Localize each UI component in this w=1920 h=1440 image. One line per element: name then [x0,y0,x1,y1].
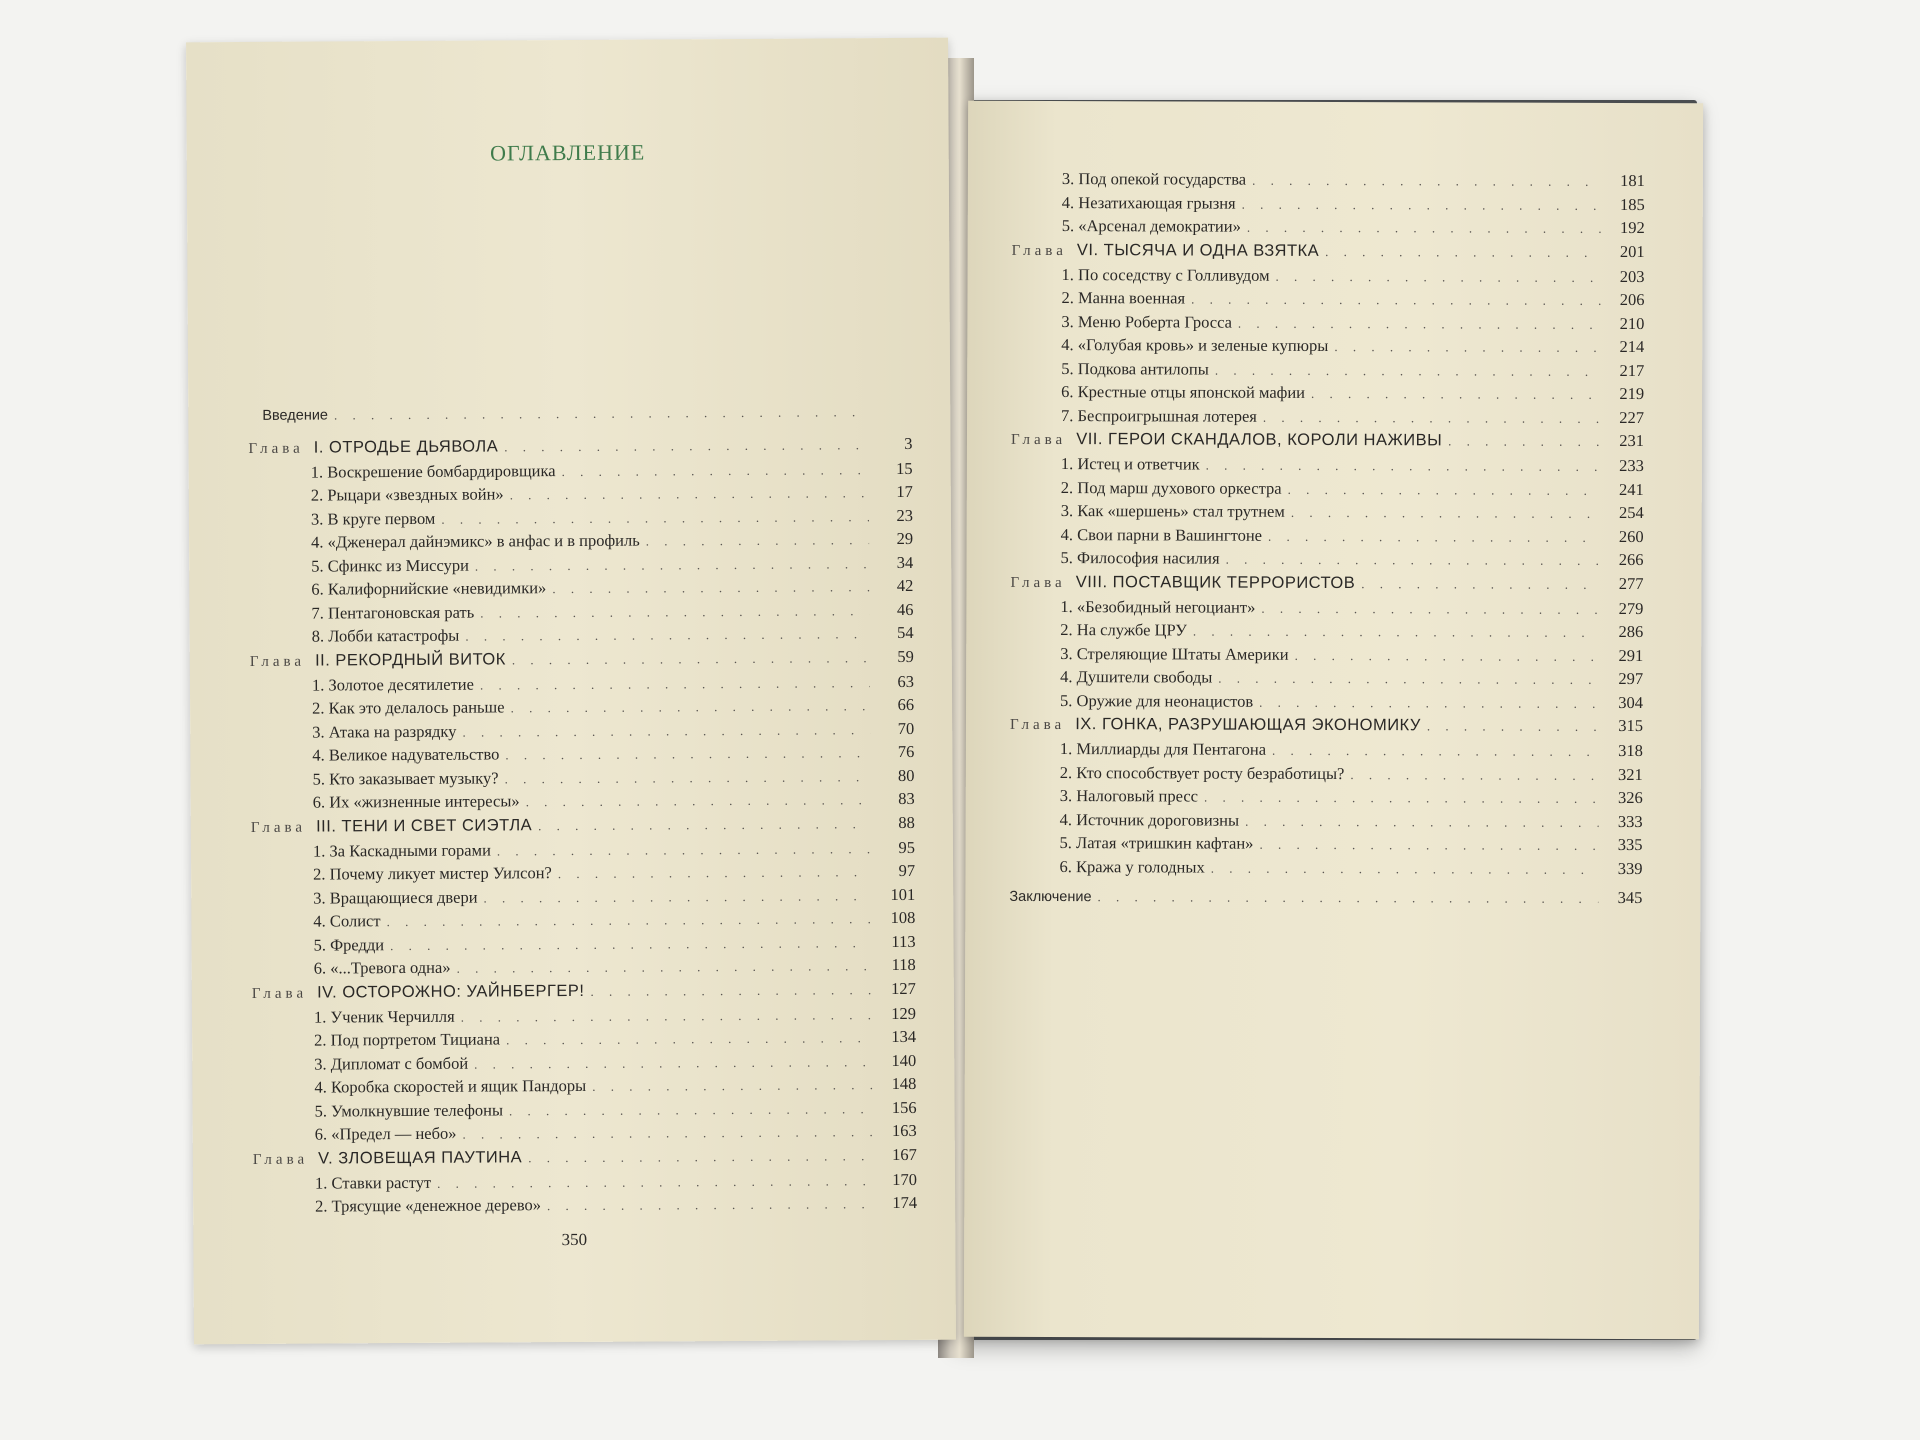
left-page [186,38,956,1345]
page-ref: 277 [1618,573,1644,593]
entry-title: 6. Крестные отцы японской мафии [1061,382,1306,402]
toc-section-row [1011,335,1644,361]
dot-leader [1268,528,1600,545]
entry-title: 1. Золотое десятилетие [311,674,474,695]
dot-leader [526,792,871,810]
entry-title: 1. Истец и ответчик [1060,454,1200,474]
page-ref: 279 [1618,598,1644,618]
entry-title: 3. Вращающиеся двери [313,887,478,908]
entry-title: 2. Манна военная [1061,288,1186,308]
page-ref: 140 [891,1050,917,1070]
dot-leader [1206,458,1600,475]
entry-title: 2. На службе ЦРУ [1060,620,1187,640]
entry-title: 5. Оружие для неонацистов [1060,690,1254,711]
page-ref: 333 [1617,811,1643,831]
page-ref: 63 [897,671,915,691]
toc-section-row [1010,620,1643,646]
page-ref: 297 [1618,668,1644,689]
page-ref: 326 [1617,787,1643,808]
page-ref: 254 [1618,502,1644,523]
page-ref: 192 [1619,217,1645,238]
dot-leader [1211,860,1599,877]
dot-leader [1259,694,1599,711]
toc-section-row [1010,762,1643,788]
dot-leader [562,462,869,480]
entry-title: 6. Калифорнийские «невидимки» [311,578,547,599]
entry-title: 4. Источник дороговизны [1059,809,1240,830]
entry-title: 4. Великое надувательство [312,744,500,765]
dot-leader [547,1196,873,1214]
page-ref: 167 [892,1144,917,1164]
toc-section-row [1010,690,1643,716]
entry-title: 1. Миллиарды для Пентагона [1059,739,1267,759]
dot-leader [437,1173,873,1192]
dot-leader [1288,481,1600,498]
entry-title: 3. Дипломат с бомбой [314,1053,469,1074]
toc-section-row [1010,739,1643,765]
toc-section-row [1011,382,1644,408]
dot-leader [457,958,872,977]
dot-leader [1311,386,1600,403]
page-ref: 206 [1619,289,1645,310]
entry-title: 6. «...Тревога одна» [313,957,451,978]
entry-title: 1. Ученик Черчилля [313,1006,455,1027]
dot-leader [462,1124,872,1143]
entry-title: 4. «Голубая кровь» и зеленые купюры [1061,335,1329,355]
dot-leader [462,722,870,740]
page-ref: 318 [1618,740,1643,761]
entry-title: 3. Под опекой государства [1061,169,1247,189]
entry-title: 5. Латая «тришкин кафтан» [1059,833,1254,853]
dot-leader [1448,433,1600,450]
toc-section-row [1010,667,1643,693]
page-ref: 148 [891,1073,917,1094]
page-ref: 95 [898,837,916,857]
dot-leader [552,579,869,597]
entry-title: 4. Незатихающая грызня [1061,192,1236,213]
page-ref: 345 [1617,887,1643,908]
toc-section-row [1011,477,1644,503]
dot-leader [1259,837,1598,854]
entry-title: 5. Сфинкс из Миссури [311,555,469,576]
page-ref: 3 [904,433,913,453]
entry-title: 3. Стреляющие Штаты Америки [1060,643,1289,664]
entry-title: 3. В круге первом [310,508,436,529]
toc-front-matter-row [248,404,912,432]
entry-title: 1. По соседству с Голливудом [1061,264,1270,285]
dot-leader [441,509,869,528]
dot-leader [1218,671,1599,688]
chapter-word: Глава [249,653,306,670]
toc-list-left [188,404,955,1221]
page-ref: 34 [896,552,914,572]
dot-leader [538,816,871,834]
dot-leader [1276,268,1601,285]
page-ref: 76 [897,741,915,762]
dot-leader [1191,292,1600,309]
entry-title: 5. Подкова антилопы [1061,358,1209,379]
entry-title: 1. За Каскадными горами [312,839,491,861]
entry-title: IX. ГОНКА, РАЗРУШАЮЩАЯ ЭКОНОМИКУ [1075,715,1421,735]
dot-leader [475,556,869,574]
entry-title: I. ОТРОДЬЕ ДЬЯВОЛА [313,436,499,457]
entry-title: Введение [262,407,329,424]
entry-title: II. РЕКОРДНЫЙ ВИТОК [314,649,506,670]
toc-section-row [1011,288,1644,314]
page-ref: 134 [891,1026,917,1047]
page-ref: 129 [891,1003,917,1023]
dot-leader [1291,505,1600,522]
page-ref: 42 [896,575,914,596]
page-ref: 83 [898,788,915,809]
page-ref: 217 [1619,360,1645,380]
chapter-word: Глава [250,819,307,836]
page-ref: 108 [890,907,916,928]
page-ref: 227 [1619,407,1645,427]
dot-leader [506,1030,872,1048]
dot-leader [474,1054,872,1072]
page-ref: 231 [1619,430,1645,451]
entry-title: 8. Лобби катастрофы [311,625,460,646]
page-ref: 97 [898,860,916,881]
dot-leader [590,982,871,1000]
entry-title: 5. Философия насилия [1060,548,1220,568]
dot-leader [1272,743,1599,760]
page-ref: 210 [1619,313,1645,333]
dot-leader [1226,552,1600,569]
entry-title: VI. ТЫСЯЧА И ОДНА ВЗЯТКА [1076,240,1320,260]
toc-front-matter-row [1009,886,1642,912]
toc-section-row [1010,833,1643,859]
dot-leader [390,935,872,954]
page-ref: 219 [1619,383,1645,404]
dot-leader [1193,624,1599,641]
page-ref: 233 [1619,455,1644,476]
page-ref: 286 [1618,621,1644,642]
entry-title: VIII. ПОСТАВЩИК ТЕРРОРИСТОВ [1075,572,1356,592]
entry-title: 2. Под портретом Тициана [314,1029,501,1050]
page-ref: 260 [1618,526,1644,546]
entry-title: 3. Меню Роберта Гросса [1061,311,1232,332]
dot-leader [1334,339,1600,356]
entry-title: 7. Беспроигрышная лотерея [1061,405,1257,426]
dot-leader [1097,889,1598,907]
toc-section-row [1011,501,1644,527]
entry-title: 2. Как это делалось раньше [312,697,505,718]
dot-leader [1245,813,1599,830]
page-ref: 156 [891,1097,917,1117]
page-ref: 315 [1618,715,1644,736]
toc-section-row [1012,264,1645,290]
entry-title: 4. Солист [313,911,381,931]
entry-title: 2. Рыцари «звездных войн» [310,484,504,505]
page-ref: 66 [897,694,915,715]
toc-chapter-row [1012,239,1645,266]
entry-title: Заключение [1009,888,1092,906]
page-ref: 335 [1617,834,1643,855]
dot-leader [1238,315,1600,332]
chapter-word: Глава [1011,242,1067,259]
dot-leader [497,841,871,859]
toc-chapter-row [1011,429,1644,456]
page-ref: 88 [898,812,915,832]
dot-leader [483,888,871,906]
dot-leader [1263,409,1600,426]
entry-title: 5. Умолкнувшие телефоны [314,1099,504,1121]
entry-title: 4. Коробка скоростей и ящик Пандоры [314,1075,587,1097]
toc-chapter-row [1010,571,1643,598]
page-ref: 174 [892,1192,918,1213]
page-ref: 113 [891,931,916,951]
dot-leader [1252,173,1601,190]
dot-leader [1295,647,1600,664]
page-ref: 80 [897,765,915,785]
entry-title: 5. «Арсенал демократии» [1061,216,1241,236]
toc-heading: ОГЛАВЛЕНИЕ [490,139,646,166]
dot-leader [509,1101,873,1119]
dot-leader [505,745,870,763]
page-ref: 185 [1620,194,1645,214]
entry-title: 3. Как «шершень» стал трутнем [1060,501,1285,521]
dot-leader [512,650,870,668]
page-ref: 17 [896,481,913,502]
toc-section-row [1011,405,1644,431]
entry-title: 4. Свои парни в Вашингтоне [1060,524,1263,545]
toc-section-row [1012,216,1645,242]
dot-leader [1204,790,1599,807]
dot-leader [465,626,869,644]
entry-title: 6. Их «жизненные интересы» [312,791,520,812]
entry-title: 2. Под марш духового оркестра [1060,477,1282,498]
entry-title: 6. Кража у голодных [1059,856,1205,877]
page-ref: 241 [1619,479,1644,499]
chapter-word: Глава [251,985,308,1002]
dot-leader [1261,600,1599,617]
toc-section-row [1010,786,1643,812]
entry-title: III. ТЕНИ И СВЕТ СИЭТЛА [315,815,533,836]
page-ref: 339 [1617,858,1643,878]
toc-section-row [1011,311,1644,337]
dot-leader [511,698,871,716]
entry-title: 2. Трясущие «денежное дерево» [315,1195,542,1216]
dot-leader [1350,767,1598,784]
page-ref: 291 [1618,645,1644,665]
dot-leader [1361,576,1599,593]
entry-title: 5. Кто заказывает музыку? [312,767,499,789]
dot-leader [480,675,870,693]
page-ref: 54 [897,622,914,643]
entry-title: 4. Душители свободы [1060,667,1213,687]
page-ref: 15 [896,458,913,478]
toc-list-right [965,169,1703,912]
toc-section-row [1011,454,1644,480]
toc-section-row [1009,856,1642,882]
dot-leader [1427,718,1599,735]
page-ref: 321 [1618,764,1643,784]
dot-leader [646,532,869,549]
page-ref: 203 [1619,266,1645,286]
entry-title: 3. Атака на разрядку [312,721,457,742]
entry-title: 1. «Безобидный негоциант» [1060,596,1256,617]
dot-leader [1247,220,1601,237]
page-ref: 70 [897,718,915,738]
toc-section-row [1011,358,1644,384]
entry-title: 1. Воскрешение бомбардировщика [310,460,556,482]
entry-title: 2. Почему ликует мистер Уилсон? [313,863,552,884]
page-ref: 23 [896,505,913,525]
dot-leader [592,1077,872,1095]
page-ref: 163 [891,1120,917,1141]
entry-title: VII. ГЕРОИ СКАНДАЛОВ, КОРОЛИ НАЖИВЫ [1076,430,1443,450]
chapter-word: Глава [1010,431,1067,449]
entry-title: IV. ОСТОРОЖНО: УАЙНБЕРГЕР! [317,981,585,1002]
page-number: 350 [561,1229,588,1250]
dot-leader [1215,362,1600,379]
page-ref: 266 [1618,549,1644,570]
dot-leader [480,603,869,621]
toc-section-row [1010,809,1643,835]
page-ref: 118 [891,954,916,975]
dot-leader [510,485,869,503]
dot-leader [387,911,872,930]
toc-section-row [1010,596,1643,622]
entry-title: 2. Кто способствует росту безработицы? [1059,762,1345,783]
entry-title: 7. Пентагоновская рать [311,602,475,623]
page-ref: 201 [1619,241,1645,261]
page-ref: 170 [892,1169,918,1189]
dot-leader [461,1007,872,1026]
entry-title: 6. «Предел — небо» [314,1123,457,1144]
toc-section-row [253,1193,917,1221]
page-ref: 214 [1619,336,1645,357]
toc-chapter-row [1010,714,1643,741]
page-ref: 127 [891,978,916,998]
dot-leader [1242,196,1601,213]
dot-leader [504,437,868,455]
entry-title: V. ЗЛОВЕЩАЯ ПАУТИНА [318,1147,523,1168]
toc-section-row [1011,548,1644,574]
dot-leader [558,864,871,882]
page-ref: 46 [896,599,914,619]
dot-leader [528,1148,873,1166]
page-ref: 181 [1620,170,1645,191]
toc-section-row [1010,643,1643,669]
page-ref: 304 [1618,692,1644,712]
toc-section-row [1012,169,1645,195]
entry-title: 1. Ставки растут [314,1172,432,1193]
entry-title: 3. Налоговый пресс [1059,786,1199,806]
page-ref: 59 [897,646,914,666]
chapter-word: Глава [1009,716,1066,734]
chapter-word: Глава [248,440,304,457]
dot-leader [1325,243,1601,260]
toc-section-row [1012,192,1645,218]
dot-leader [334,404,868,423]
page-ref: 101 [890,884,916,904]
entry-title: 5. Фредди [313,934,385,955]
chapter-word: Глава [1010,574,1066,591]
toc-section-row [1011,524,1644,550]
dot-leader [504,769,870,787]
right-page [964,101,1703,1340]
page-ref: 29 [896,528,914,549]
entry-title: 4. «Дженерал дайнэмикс» в анфас и в профиль [311,530,640,552]
chapter-word: Глава [252,1151,309,1168]
